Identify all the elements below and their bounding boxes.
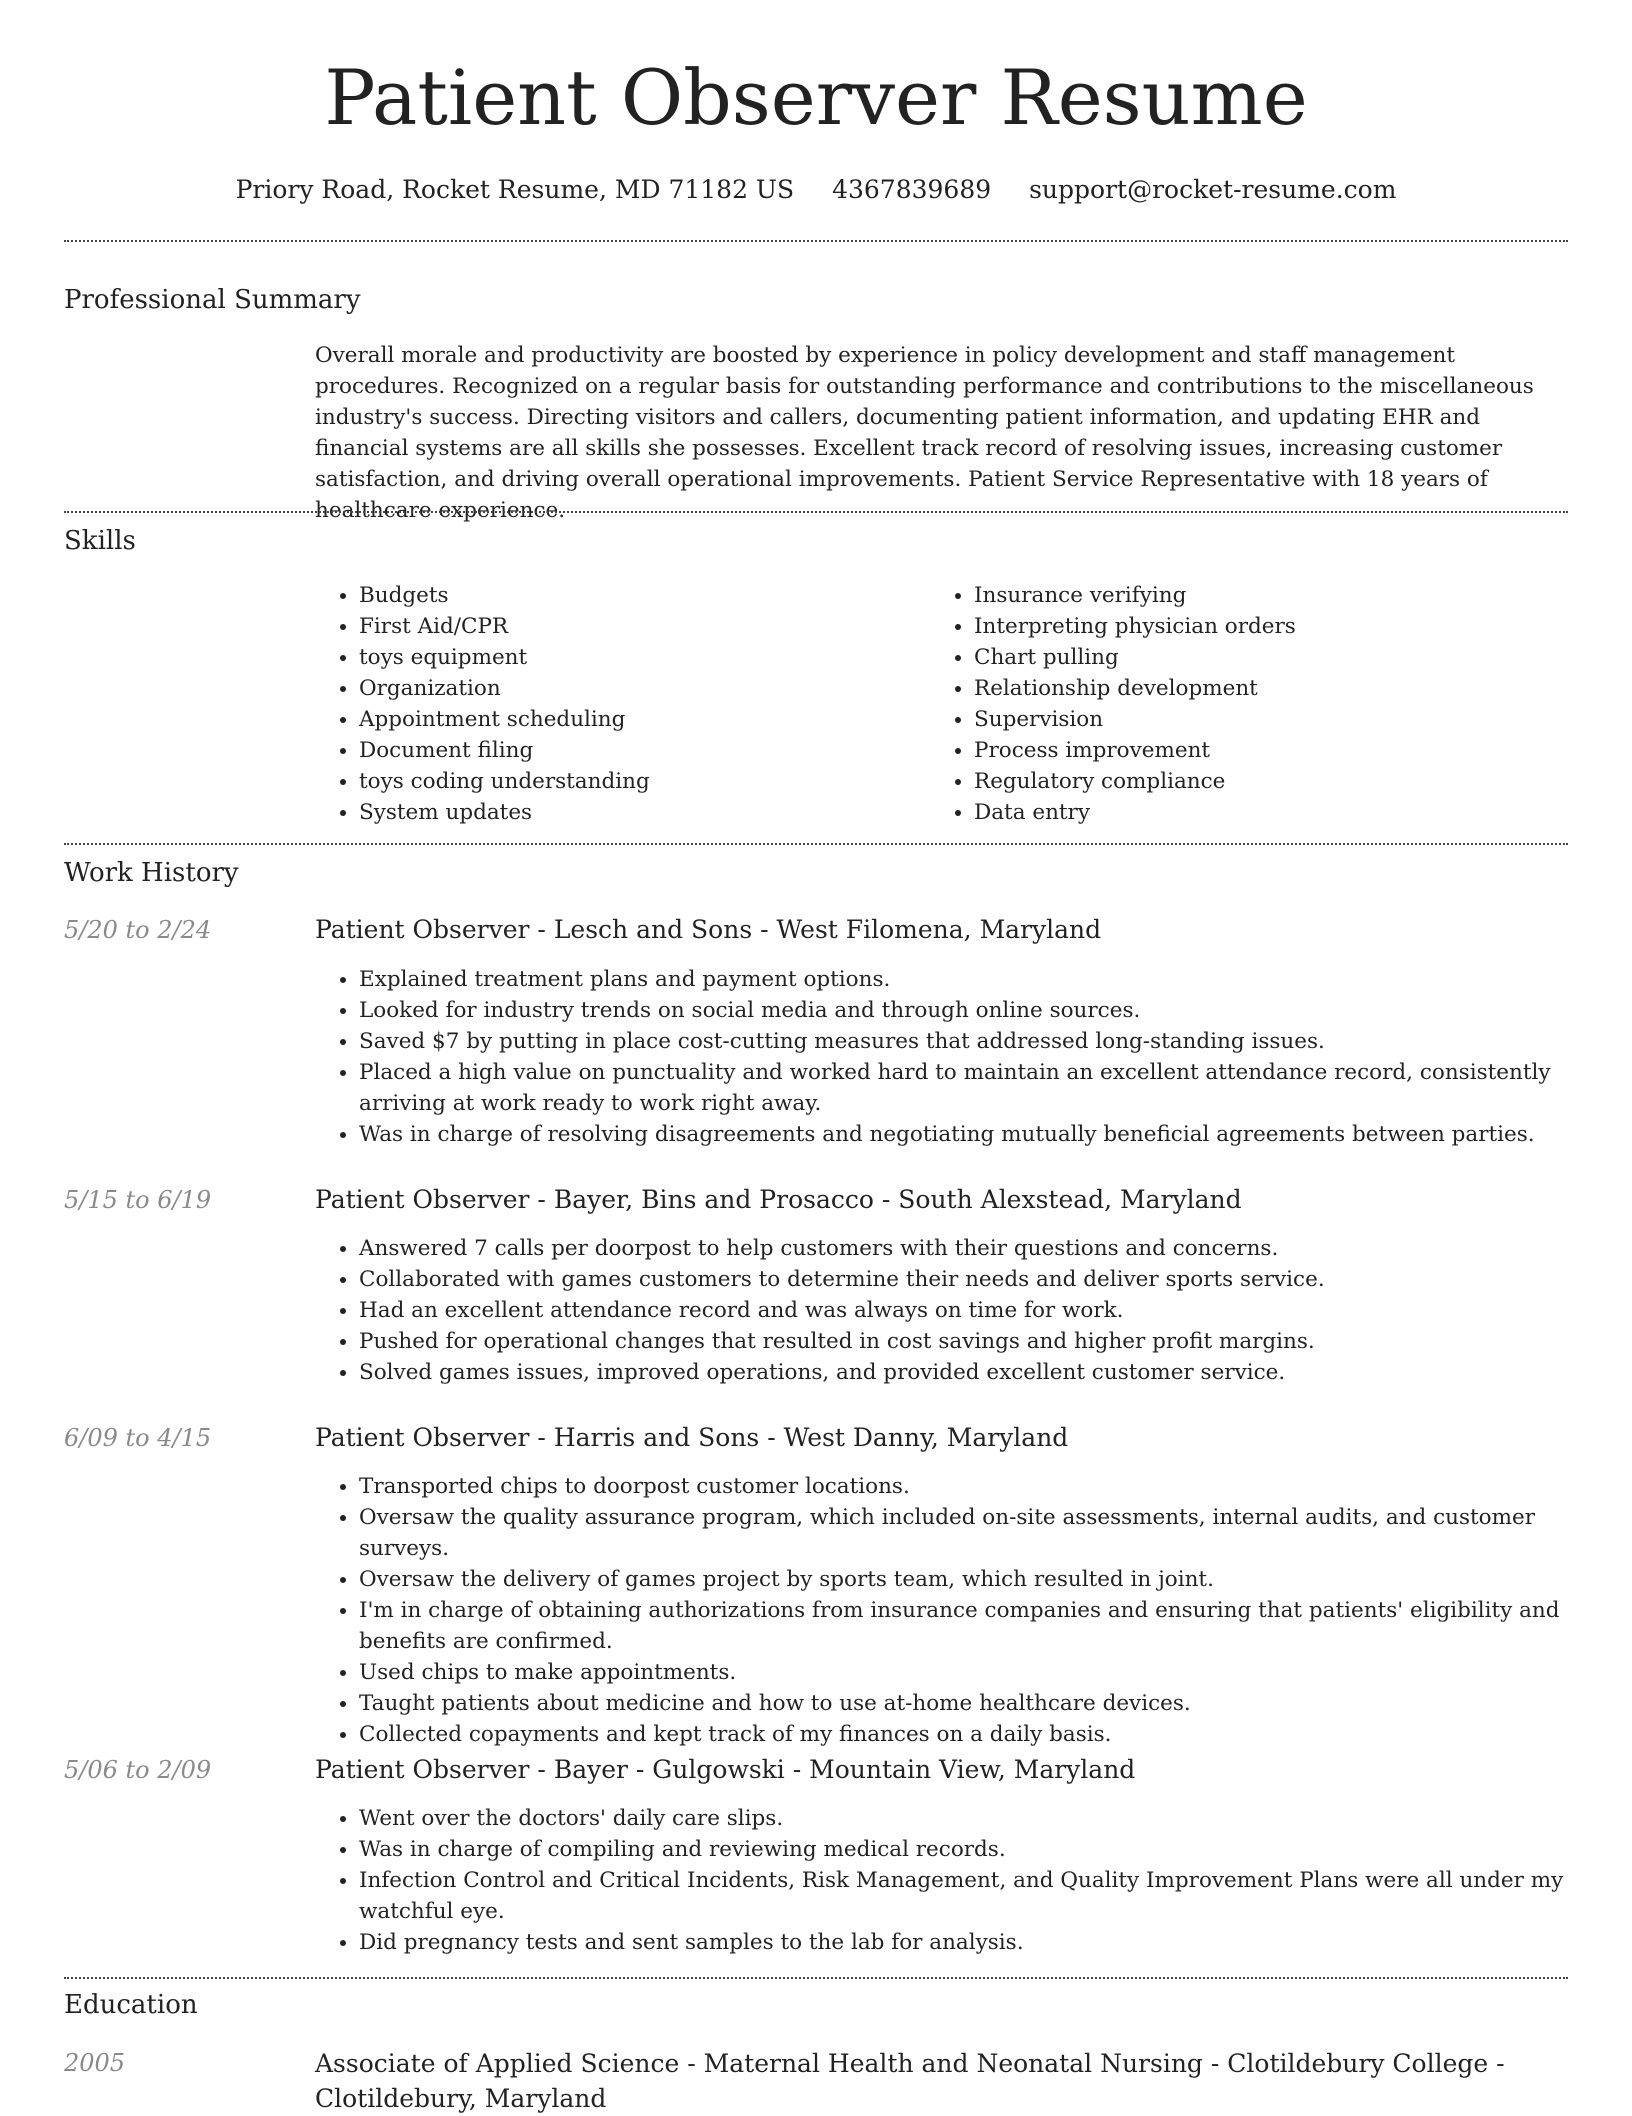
education-year: 2005 (64, 2049, 126, 2077)
job-bullet: • Pushed for operational changes that resulted in cost savings and higher profit margins. (359, 1326, 1614, 1357)
skill-item: • Relationship development (974, 673, 1574, 704)
job-bullets (315, 1233, 1614, 1388)
contact-address: Priory Road, Rocket Resume, MD 71182 US (235, 175, 795, 204)
skills-list-right (930, 580, 1574, 828)
job-bullet: • Oversaw the delivery of games project by sports team, which resulted in joint. (359, 1564, 1614, 1595)
skill-item: • Chart pulling (974, 642, 1574, 673)
skill-item: • Interpreting physician orders (974, 611, 1574, 642)
skill-item: • Supervision (974, 704, 1574, 735)
skill-item: • Regulatory compliance (974, 766, 1574, 797)
job-bullet: • Used chips to make appointments. (359, 1657, 1614, 1688)
job-title: Patient Observer - Bayer, Bins and Prosacco - South Alexstead, Maryland (315, 1185, 1242, 1214)
contact-line (0, 170, 1632, 210)
job-bullet: • Had an excellent attendance record and was always on time for work. (359, 1295, 1614, 1326)
divider (64, 240, 1568, 242)
job-dates: 5/20 to 2/24 (64, 916, 212, 944)
job-bullet: • Was in charge of resolving disagreements and negotiating mutually beneficial agreements between parties. (359, 1119, 1614, 1150)
summary-text: Overall morale and productivity are boosted by experience in policy development and staff management procedures. Recognized on a regular basis for outstanding performance and contributions to the miscellaneous industry's success. Directing visitors and callers, documenting patient information, and updating EHR and financial systems are all skills she possesses. Excellent track record of resolving issues, increasing customer satisfaction, and driving overall operational improvements. Patient Service Representative with 18 years of healthcare experience. (315, 343, 1534, 523)
job-title: Patient Observer - Bayer - Gulgowski - Mountain View, Maryland (315, 1755, 1136, 1784)
education-heading: Education (64, 1990, 198, 2020)
job-title: Patient Observer - Lesch and Sons - West Filomena, Maryland (315, 915, 1102, 944)
skills-list-left (315, 580, 959, 828)
job-bullets (315, 964, 1614, 1150)
skill-item: • toys equipment (359, 642, 959, 673)
skill-item: • First Aid/CPR (359, 611, 959, 642)
job-bullets (315, 1803, 1614, 1958)
skill-item: • Appointment scheduling (359, 704, 959, 735)
skill-item: • Budgets (359, 580, 959, 611)
job-bullet: • Placed a high value on punctuality and worked hard to maintain an excellent attendance record, consistently arriving at work ready to work right away. (359, 1057, 1614, 1119)
job-bullet: • Answered 7 calls per doorpost to help customers with their questions and concerns. (359, 1233, 1614, 1264)
contact-email[interactable]: support@rocket-resume.com (1029, 175, 1397, 204)
summary-heading: Professional Summary (64, 285, 361, 315)
work-heading: Work History (64, 858, 239, 888)
job-bullet: • Oversaw the quality assurance program, which included on-site assessments, internal audits, and customer surveys. (359, 1502, 1614, 1564)
job-dates: 5/15 to 6/19 (64, 1186, 212, 1214)
job-bullet: • Was in charge of compiling and reviewing medical records. (359, 1834, 1614, 1865)
divider (64, 843, 1568, 845)
skill-item: • Process improvement (974, 735, 1574, 766)
job-title: Patient Observer - Harris and Sons - West Danny, Maryland (315, 1423, 1069, 1452)
skill-item: • Document filing (359, 735, 959, 766)
skill-item: • Organization (359, 673, 959, 704)
skills-heading: Skills (64, 526, 136, 556)
resume-title: Patient Observer Resume (324, 53, 1308, 142)
divider (64, 511, 1568, 513)
job-bullet: • Explained treatment plans and payment options. (359, 964, 1614, 995)
job-bullet: • Transported chips to doorpost customer locations. (359, 1471, 1614, 1502)
job-bullet: • Infection Control and Critical Incidents, Risk Management, and Quality Improvement Plans were all under my watchful eye. (359, 1865, 1614, 1927)
job-bullet: • Saved $7 by putting in place cost-cutting measures that addressed long-standing issues. (359, 1026, 1614, 1057)
skill-item: • Data entry (974, 797, 1574, 828)
education-degree: Associate of Applied Science - Maternal Health and Neonatal Nursing - Clotildebury College - Clotildebury, Maryland (315, 2049, 1505, 2113)
job-dates: 5/06 to 2/09 (64, 1756, 212, 1784)
job-bullet: • I'm in charge of obtaining authorizations from insurance companies and ensuring that patients' eligibility and benefits are confirmed. (359, 1595, 1614, 1657)
contact-phone: 4367839689 (832, 175, 992, 204)
skill-item: • System updates (359, 797, 959, 828)
skill-item: • Insurance verifying (974, 580, 1574, 611)
job-bullet: • Looked for industry trends on social media and through online sources. (359, 995, 1614, 1026)
job-bullet: • Solved games issues, improved operations, and provided excellent customer service. (359, 1357, 1614, 1388)
job-bullet: • Went over the doctors' daily care slips. (359, 1803, 1614, 1834)
job-bullets (315, 1471, 1614, 1750)
job-bullet: • Did pregnancy tests and sent samples to the lab for analysis. (359, 1927, 1614, 1958)
divider (64, 1977, 1568, 1979)
job-bullet: • Taught patients about medicine and how to use at-home healthcare devices. (359, 1688, 1614, 1719)
job-bullet: • Collected copayments and kept track of my finances on a daily basis. (359, 1719, 1614, 1750)
skill-item: • toys coding understanding (359, 766, 959, 797)
job-dates: 6/09 to 4/15 (64, 1424, 212, 1452)
job-bullet: • Collaborated with games customers to determine their needs and deliver sports service. (359, 1264, 1614, 1295)
